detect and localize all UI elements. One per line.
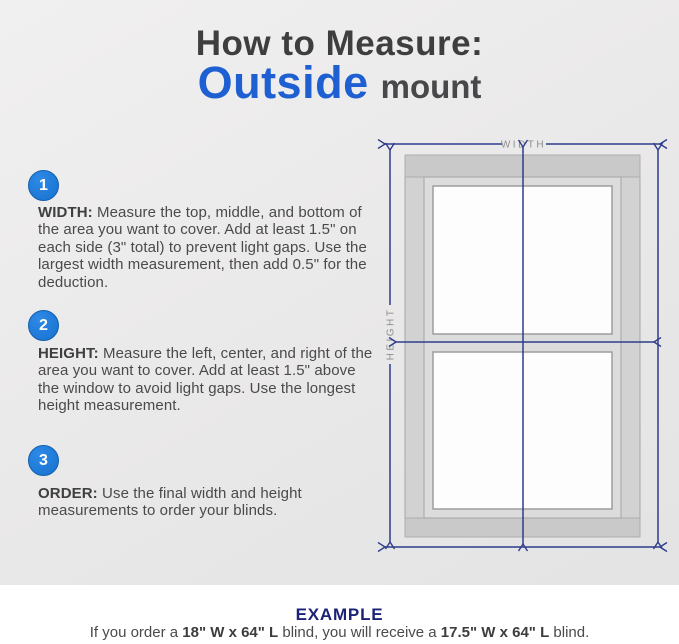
example-heading: EXAMPLE: [295, 605, 384, 624]
example-middle: blind, you will receive a: [278, 624, 441, 641]
step-2-body: Measure the left, center, and right of the area you want to cover. Add at least 1.5" above the window to avoid light gaps. Use the longest height measurement.: [38, 345, 373, 415]
example-suffix: blind.: [549, 624, 590, 641]
title-accent-outside: Outside: [197, 57, 369, 108]
step-1-text: [38, 204, 376, 291]
step-3-text: [38, 485, 376, 520]
step-1-body: Measure the top, middle, and bottom of the area you want to cover. Add at least 1.5" on each side (3" total) to prevent light gaps. Use the largest width measurement, then add 0.5" for the deduction.: [38, 204, 367, 291]
page-title: How to Measure:: [195, 24, 484, 63]
example-prefix: If you order a: [89, 624, 183, 641]
step-3-label: ORDER:: [38, 485, 98, 502]
step-1-badge: [28, 170, 59, 201]
step-3-badge: [28, 445, 59, 476]
width-label: WIDTH: [500, 139, 547, 151]
example-ordered-size: 18" W x 64" L: [182, 624, 279, 641]
step-3-number: 3: [39, 451, 48, 469]
step-2-badge: [28, 310, 59, 341]
step-1-label: WIDTH:: [38, 204, 93, 221]
step-2-label: HEIGHT:: [38, 345, 99, 362]
title-suffix-mount: mount: [380, 68, 482, 105]
example-received-size: 17.5" W x 64" L: [440, 624, 550, 641]
example-text: [0, 624, 679, 641]
page-subtitle: [0, 58, 679, 119]
step-2-number: 2: [39, 316, 48, 334]
step-1-number: 1: [39, 176, 48, 194]
step-2-text: [38, 345, 376, 415]
height-label: HEIGHT: [385, 307, 397, 361]
window-diagram: [370, 125, 670, 555]
step-3-body: Use the final width and height measurements to order your blinds.: [38, 485, 302, 520]
